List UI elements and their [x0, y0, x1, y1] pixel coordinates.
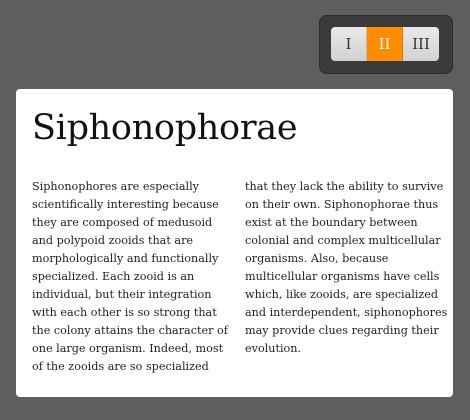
text-line: and interdependent, siphonophores — [245, 306, 448, 319]
column-count-segmented-control — [331, 27, 439, 61]
text-line: exist at the boundary between — [245, 216, 418, 229]
text-line: morphologically and functionally — [32, 252, 219, 265]
two-column-button[interactable]: II — [367, 27, 403, 61]
text-line: they are composed of medusoid — [32, 216, 213, 229]
article-column-right — [234, 176, 448, 376]
column-toggle-toolbar — [319, 15, 453, 74]
text-line: multicellular organisms have cells — [245, 270, 440, 283]
text-line: that they lack the ability to survive — [245, 180, 444, 193]
article-columns — [32, 176, 448, 376]
text-line: organisms. Also, because — [245, 252, 389, 265]
article-card — [16, 89, 453, 397]
three-column-button[interactable]: III — [403, 27, 439, 61]
text-line: and polypoid zooids that are — [32, 234, 194, 247]
text-line: of the zooids are so specialized — [32, 360, 209, 373]
text-line: scientifically interesting because — [32, 198, 219, 211]
text-line: colonial and complex multicellular — [245, 234, 441, 247]
text-line: on their own. Siphonophorae thus — [245, 198, 439, 211]
text-line: the colony attains the character of — [32, 324, 228, 337]
text-line: specialized. Each zooid is an — [32, 270, 195, 283]
text-line: which, like zooids, are specialized — [245, 288, 439, 301]
text-line: with each other is so strong that — [32, 306, 217, 319]
text-line: individual, but their integration — [32, 288, 212, 301]
text-line: evolution. — [245, 342, 302, 355]
article-column-left — [32, 176, 234, 376]
text-line: may provide clues regarding their — [245, 324, 439, 337]
article-title: Siphonophorae — [32, 108, 298, 148]
text-line: one large organism. Indeed, most — [32, 342, 224, 355]
text-line: Siphonophores are especially — [32, 180, 199, 193]
one-column-button[interactable]: I — [331, 27, 367, 61]
